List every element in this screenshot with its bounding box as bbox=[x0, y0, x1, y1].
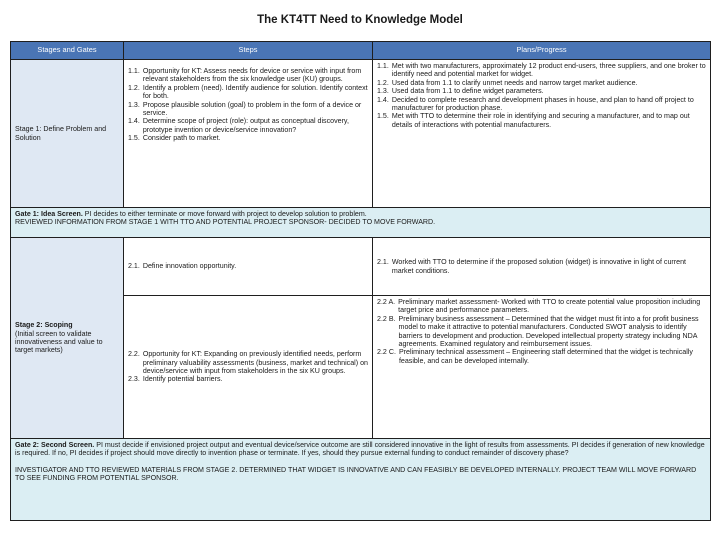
gate2-row bbox=[11, 439, 711, 521]
list-item: 2.2 B. Preliminary business assessment – Determined that the widget must fit into a for profit business model to make it attractive to potential manufacturers. Conducted SWOT analysis to identify barriers to development and production. Developed intellectual property strategy including NDA agreements. Examined regulatory and reimbursement issues. bbox=[377, 314, 699, 349]
list-item: 2.2 C. Preliminary technical assessment – Engineering staff determined that the widget is technically feasible, and can be developed internally. bbox=[377, 348, 693, 365]
list-item: 1.4. Decided to complete research and development phases in house, and plan to hand off project to manufacturer for production phase. bbox=[377, 95, 694, 113]
list-item: 1.5. Consider path to market. bbox=[128, 134, 221, 143]
header-row bbox=[11, 42, 711, 60]
gate1-row bbox=[11, 208, 711, 238]
gate1-text: PI decides to either terminate or move forward with project to develop solution to problem. bbox=[82, 210, 367, 218]
list-item: 2.2. Opportunity for KT: Expanding on previously identified needs, perform preliminary valuability assessments (business, market and technical) on device/service with input from stakeholders in the six KU groups. bbox=[128, 350, 368, 375]
list-item: 2.3. Identify potential barriers. bbox=[128, 375, 223, 384]
list-item: 1.1. Opportunity for KT: Assess needs for device or service with input from relevant stakeholders from the six knowledge user (KU) groups. bbox=[128, 67, 362, 84]
stage2-sublabel: (Initial screen to validate innovativeness and value to target markets) bbox=[15, 329, 103, 355]
list-item: 1.5. Met with TTO to determine their role in identifying and securing a manufacturer, and to map out details of interactions with potential manufacturers. bbox=[377, 112, 690, 129]
stage2-steps-b bbox=[124, 296, 373, 439]
page-title: The KT4TT Need to Knowledge Model bbox=[257, 14, 463, 26]
list-item: 2.1. Worked with TTO to determine if the proposed solution (widget) is innovative in light of current market conditions. bbox=[377, 258, 686, 275]
gate1-note: REVIEWED INFORMATION FROM STAGE 1 WITH TTO AND POTENTIAL PROJECT SPONSOR- DECIDED TO MOVE FORWARD. bbox=[15, 218, 436, 227]
list-item: 1.2. Used data from 1.1 to clarify unmet needs and narrow target market audience. bbox=[377, 78, 638, 87]
stage2-label-cell bbox=[11, 238, 124, 439]
stage1-label: Stage 1: Define Problem and Solution bbox=[11, 60, 124, 208]
list-item: 1.3. Used data from 1.1 to define widget parameters. bbox=[377, 87, 544, 96]
gate1-label: Gate 1: Idea Screen. bbox=[15, 210, 83, 218]
stage2-progress-a bbox=[373, 238, 711, 296]
stage2-step-a bbox=[124, 238, 373, 296]
stage1-progress bbox=[373, 60, 711, 208]
gate1-cell bbox=[11, 208, 711, 238]
list-item: 1.1. Met with two manufacturers, approximately 12 product end-users, three suppliers, and one broker to identify need and potential market for widget. bbox=[377, 62, 706, 79]
gate2-label: Gate 2: Second Screen. bbox=[15, 441, 95, 449]
stage1-row bbox=[11, 60, 711, 208]
list-item: 1.3. Propose plausible solution (goal) to problem in the form of a device or service. bbox=[128, 100, 362, 118]
header-plans-progress: Plans/Progress bbox=[373, 42, 711, 60]
gate2-cell bbox=[11, 439, 711, 521]
list-item: 2.2 A. Preliminary market assessment- Worked with TTO to create potential value proposition including target price and performance parameters. bbox=[377, 298, 701, 315]
stage1-steps bbox=[124, 60, 373, 208]
knowledge-model-table bbox=[10, 41, 711, 521]
list-item: 1.4. Determine scope of project (role): output as conceptual discovery, prototype invention or device/service innovation? bbox=[128, 117, 349, 134]
header-stages-gates: Stages and Gates bbox=[11, 42, 124, 60]
header-steps: Steps bbox=[124, 42, 373, 60]
stage2-progress-b bbox=[373, 296, 711, 439]
stage2-row-a bbox=[11, 238, 711, 296]
list-item: 2.1. Define innovation opportunity. bbox=[128, 262, 237, 271]
stage2-label: Stage 2: Scoping bbox=[15, 321, 73, 330]
gate2-text: PI must decide if envisioned project output and eventual device/service outcome are still considered innovative in the light of results from assessments. PI decides if generation of new knowledge is required. If no, PI decides if project should move directly to invention phase or terminate. If yes, should they pursue external funding to conduct remainder of discovery phase? bbox=[15, 441, 705, 458]
gate2-note: INVESTIGATOR AND TTO REVIEWED MATERIALS FROM STAGE 2. DETERMINED THAT WIDGET IS INNOVATIVE AND CAN FEASIBLY BE DEVELOPED INTERNALLY. PROJECT TEAM WILL MOVE FORWARD TO SEE FUNDING FROM POTENTIAL SPONSOR. bbox=[15, 465, 697, 483]
list-item: 1.2. Identify a problem (need). Identify audience for solution. Identify context for both. bbox=[128, 83, 368, 101]
